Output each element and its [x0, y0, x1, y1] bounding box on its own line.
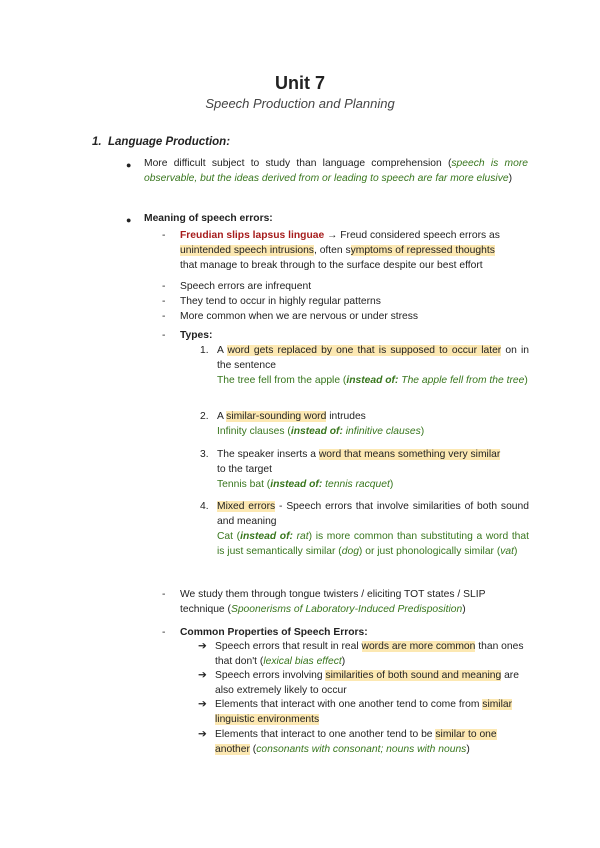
highlight: unintended speech intrusions — [180, 245, 314, 256]
list-item: More common when we are nervous or under stress — [180, 311, 419, 322]
highlight: ymptoms of repressed thoughts — [350, 245, 495, 256]
type-text: to the target — [217, 464, 272, 475]
property-text: than ones that don't ( — [215, 641, 524, 667]
property-item — [215, 639, 525, 669]
example-text: ) — [389, 479, 394, 490]
bullet-text: More difficult subject to study than language comprehension ( — [144, 158, 452, 169]
example-italic: infinitive clauses — [342, 426, 421, 437]
item-number: 3. — [200, 449, 209, 460]
type-text: - Speech errors that involve similarities of both sound and meaning — [217, 501, 529, 527]
section-number: 1. — [92, 136, 102, 148]
list-item: Speech errors are infrequent — [180, 281, 312, 292]
freudian-term: Freudian slips lapsus linguae — [180, 230, 325, 241]
study-paragraph — [180, 587, 525, 617]
bullet-paragraph — [144, 156, 528, 186]
list-item: They tend to occur in highly regular patterns — [180, 296, 381, 307]
green-note: Spoonerisms of Laboratory-Induced Predisposition — [230, 604, 463, 615]
freudian-text: that manage to break through to the surface despite our best effort — [180, 260, 483, 271]
dash-icon: - — [162, 230, 166, 241]
arrow-icon: ➔ — [198, 670, 207, 681]
example-text: ) — [524, 375, 528, 386]
arrow-icon: ➔ — [198, 699, 207, 710]
freudian-text: → Freud considered speech errors as — [324, 230, 500, 241]
example-bold: instead of: — [270, 479, 323, 490]
example-italic: tennis racquet — [322, 479, 390, 490]
example-bold: instead of: — [290, 426, 343, 437]
property-text: Elements that interact to one another tend to be — [215, 729, 436, 740]
property-item — [215, 727, 525, 757]
type-item — [217, 447, 529, 492]
page-subtitle: Speech Production and Planning — [205, 96, 395, 111]
highlight: word that means something very similar — [318, 449, 501, 460]
bullet-heading-label: Meaning of speech errors: — [144, 213, 273, 224]
example-text: Cat ( — [217, 531, 241, 542]
property-text: are also extremely likely to occur — [215, 670, 519, 696]
dash-icon: - — [162, 589, 166, 600]
highlight: words are more common — [361, 641, 476, 652]
highlight: similar-sounding word — [226, 411, 327, 422]
section-label: Language Production: — [108, 136, 231, 148]
example-bold: instead of: — [240, 531, 293, 542]
bullet-heading — [144, 211, 273, 226]
item-number: 1. — [200, 345, 209, 356]
example-italic: vat — [500, 546, 515, 557]
freudian-paragraph — [180, 228, 530, 273]
property-text: Speech errors involving — [215, 670, 326, 681]
dash-icon: - — [162, 296, 166, 307]
example-bold: instead of: — [346, 375, 399, 386]
property-text: Speech errors that result in real — [215, 641, 362, 652]
green-note: consonants with consonant; nouns with nouns — [256, 744, 467, 755]
highlight: Mixed errors — [217, 501, 276, 512]
types-label: Types: — [180, 330, 213, 341]
common-label: Common Properties of Speech Errors: — [180, 627, 368, 638]
type-text: A — [217, 345, 228, 356]
example-text: ) is more common than substituting a word that is just semantically similar ( — [217, 531, 529, 557]
green-note: lexical bias effect — [263, 656, 342, 667]
property-item — [215, 697, 525, 727]
dash-icon: - — [162, 627, 166, 638]
property-text: ( — [249, 744, 257, 755]
type-item — [217, 343, 529, 388]
type-text: on in the sentence — [217, 345, 529, 371]
example-italic: dog — [341, 546, 359, 557]
paren-close: ) — [462, 604, 466, 615]
paren-close: ) — [466, 744, 470, 755]
example-text: ) — [420, 426, 425, 437]
type-text: The speaker inserts a — [217, 449, 319, 460]
type-item — [217, 409, 529, 439]
green-note: speech is more observable, but the ideas derived from or leading to speech are far more elusive — [144, 158, 529, 184]
bullet-icon: ● — [126, 160, 132, 170]
arrow-icon: ➔ — [198, 729, 207, 740]
study-text: We study them through tongue twisters / eliciting TOT states / SLIP technique ( — [180, 589, 486, 615]
example-text: ) — [514, 546, 518, 557]
freudian-text: , often s — [313, 245, 351, 256]
dash-icon: - — [162, 311, 166, 322]
type-text: A — [217, 411, 227, 422]
dash-icon: - — [162, 330, 166, 341]
highlight: similar to one another — [215, 729, 497, 755]
item-number: 4. — [200, 501, 209, 512]
types-heading — [180, 328, 212, 343]
bullet-icon: ● — [126, 215, 132, 225]
example-italic: The apple fell from the tree — [398, 375, 525, 386]
paren-close: ) — [508, 173, 513, 184]
example-text: Infinity clauses ( — [217, 426, 291, 437]
arrow-icon: ➔ — [198, 641, 207, 652]
highlight: similar linguistic environments — [215, 699, 513, 725]
example-text: ) or just phonologically similar ( — [358, 546, 501, 557]
example-text: The tree fell from the apple ( — [217, 375, 347, 386]
highlight: similarities of both sound and meaning — [325, 670, 502, 681]
property-text: Elements that interact with one another tend to come from — [215, 699, 483, 710]
example-text: Tennis bat ( — [217, 479, 271, 490]
dash-icon: - — [162, 281, 166, 292]
highlight: word gets replaced by one that is supposed to occur later — [227, 345, 502, 356]
section-heading — [92, 135, 230, 150]
page-title: Unit 7 — [274, 73, 325, 93]
property-item — [215, 668, 525, 698]
common-heading — [180, 625, 368, 640]
type-item — [217, 499, 529, 559]
type-text: intrudes — [326, 411, 366, 422]
item-number: 2. — [200, 411, 209, 422]
paren-close: ) — [341, 656, 346, 667]
example-italic: rat — [292, 531, 309, 542]
